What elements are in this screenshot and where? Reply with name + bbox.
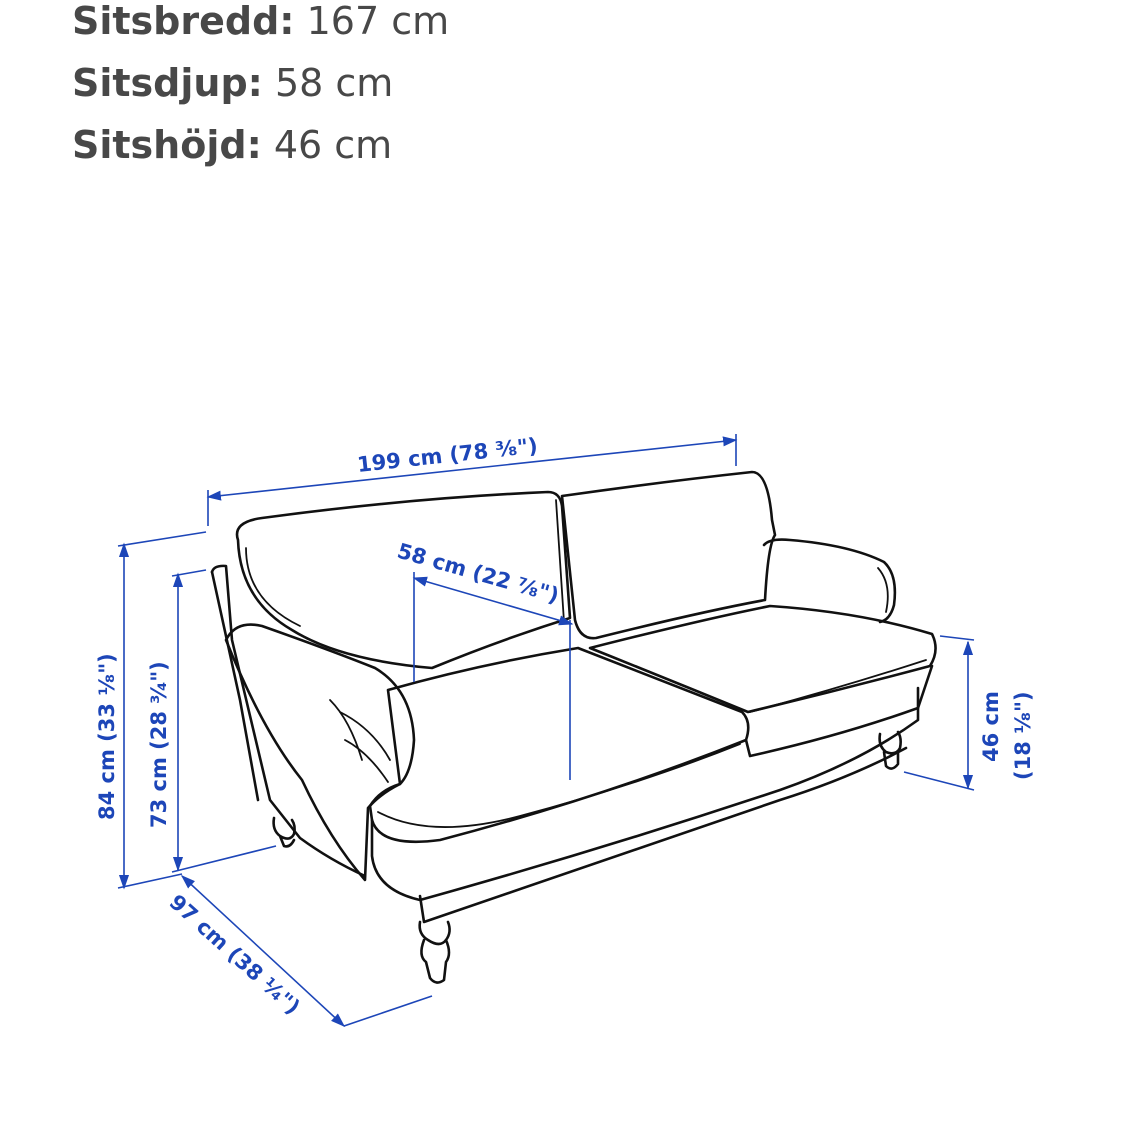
total-height-label: 84 cm (33 ¹⁄₈") <box>95 653 119 820</box>
seat-height-extension-bottom <box>904 772 974 790</box>
left-side-panel <box>212 566 365 876</box>
front-rail <box>372 688 918 900</box>
seat-height-label: 46 cm <box>979 691 1003 762</box>
spec-value: 58 cm <box>274 61 394 105</box>
width-label: 199 cm (78 ³⁄₈") <box>355 433 539 477</box>
spec-label: Sitsbredd: <box>72 0 295 43</box>
arm-height-label: 73 cm (28 ³⁄₄") <box>147 661 171 828</box>
sofa-drawing <box>212 472 936 983</box>
spec-label: Sitsdjup: <box>72 61 263 105</box>
spec-value: 46 cm <box>273 123 393 167</box>
arm-height-extension-bottom <box>172 846 276 872</box>
right-seat-cushion <box>590 606 936 712</box>
left-seat-cushion <box>370 648 748 842</box>
total-height-extension-top <box>118 532 206 546</box>
back-left-leg <box>274 818 295 846</box>
seat-depth-label: 58 cm (22 ⁷⁄₈") <box>394 538 562 608</box>
arm-height-extension-top <box>172 570 206 576</box>
spec-label: Sitshöjd: <box>72 123 262 167</box>
spec-value: 167 cm <box>306 0 450 43</box>
seat-height-extension-top <box>940 636 974 640</box>
depth-label: 97 cm (38 ¹⁄₄") <box>164 889 305 1020</box>
depth-arrow <box>182 876 344 1026</box>
right-arm <box>764 540 895 622</box>
total-height-extension-bottom <box>118 874 182 888</box>
right-back-cushion <box>562 472 775 638</box>
front-left-leg <box>420 922 450 983</box>
depth-extension-front <box>344 996 432 1026</box>
seat-height-inch-label: (18 ¹⁄₈") <box>1011 691 1035 780</box>
